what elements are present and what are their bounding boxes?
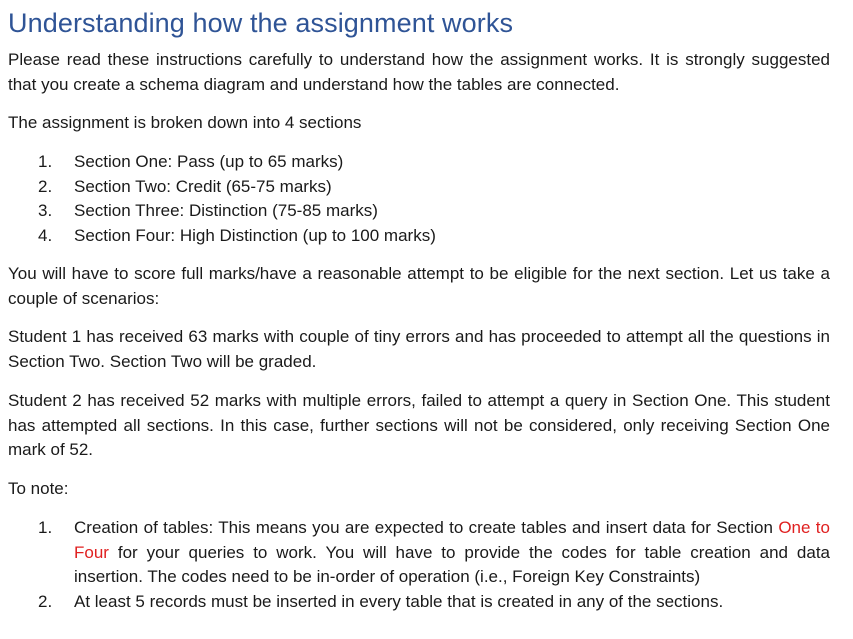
note-text: At least 5 records must be inserted in every table that is created in any of the sections.: [74, 591, 724, 611]
note-text: for your queries to work. You will have to provide the codes for table creation and data insertion. The codes need to be in-order of operation (i.e., Foreign Key Constraints): [74, 542, 830, 586]
list-text: Section One: Pass (up to 65 marks): [74, 152, 344, 171]
list-item: [38, 516, 830, 590]
highlighted-text: One to Four: [74, 518, 830, 562]
list-item: [38, 175, 436, 200]
list-item: [38, 150, 436, 175]
list-number: 4.: [38, 225, 53, 245]
to-note-label: To note:: [8, 479, 69, 498]
student1-paragraph: Student 1 has received 63 marks with couple of tiny errors and has proceeded to attempt all the questions in Section Two. Section Two will be graded.: [8, 327, 830, 371]
sections-intro: The assignment is broken down into 4 sections: [8, 113, 362, 132]
list-text: Section Three: Distinction (75-85 marks): [74, 201, 378, 220]
list-number: 2.: [38, 591, 53, 611]
list-number: 2.: [38, 176, 53, 196]
intro-paragraph: Please read these instructions carefully to understand how the assignment works. It is strongly suggested that you create a schema diagram and understand how the tables are connected.: [8, 50, 830, 94]
student2-paragraph: Student 2 has received 52 marks with multiple errors, failed to attempt a query in Section One. This student has attempted all sections. In this case, further sections will not be considered, only receiving Section One mark of 52.: [8, 391, 830, 459]
list-text: Section Two: Credit (65-75 marks): [74, 176, 332, 196]
note-text: Creation of tables: This means you are expected to create tables and insert data for Section: [74, 518, 779, 537]
list-text: Section Four: High Distinction (up to 100 marks): [74, 225, 436, 245]
sections-list: [38, 150, 436, 248]
list-item: [38, 199, 436, 224]
list-item: [38, 224, 436, 249]
eligibility-paragraph: You will have to score full marks/have a reasonable attempt to be eligible for the next section. Let us take a couple of scenarios:: [8, 264, 830, 308]
list-number: 1.: [38, 518, 53, 537]
notes-list: [38, 516, 830, 614]
list-number: 1.: [38, 152, 53, 171]
page-title: Understanding how the assignment works: [8, 8, 514, 38]
list-item: [38, 590, 830, 615]
list-number: 3.: [38, 201, 53, 220]
